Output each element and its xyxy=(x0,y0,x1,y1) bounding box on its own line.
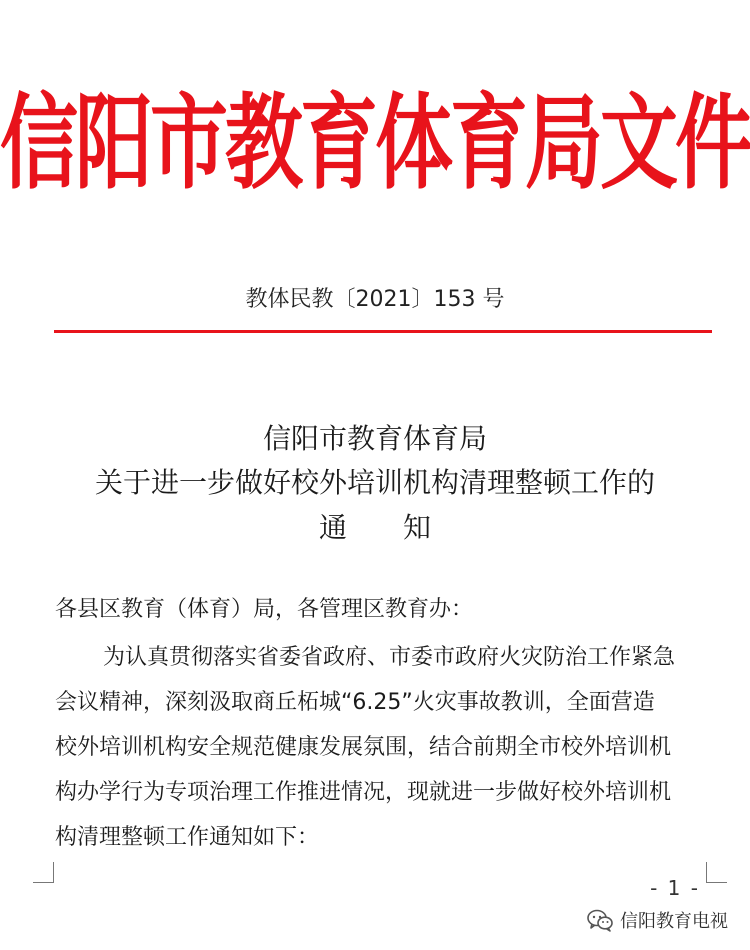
body-paragraph-line: 构清理整顿工作通知如下： xyxy=(55,825,320,850)
notice-title-char-1: 通 xyxy=(318,511,347,544)
page-corner-mark-left xyxy=(33,862,54,883)
masthead-title: 信阳市教育体育局文件 xyxy=(0,84,750,204)
wechat-icon xyxy=(586,908,614,932)
body-paragraph-line: 为认真贯彻落实省委省政府、市委市政府火灾防治工作紧急 xyxy=(103,645,676,670)
salutation: 各县区教育（体育）局，各管理区教育办： xyxy=(55,597,474,622)
notice-title-char-2: 知 xyxy=(403,511,432,544)
body-paragraph-line: 校外培训机构安全规范健康发展氛围，结合前期全市校外培训机 xyxy=(55,735,672,760)
account-watermark xyxy=(586,906,728,934)
document-number: 教体民教〔2021〕153 号 xyxy=(245,287,505,312)
notice-title-line-1: 信阳市教育体育局 xyxy=(262,422,487,455)
body-paragraph-line: 会议精神，深刻汲取商丘柘城“6.25”火灾事故教训，全面营造 xyxy=(55,690,655,715)
notice-title-line-2: 关于进一步做好校外培训机构清理整顿工作的 xyxy=(94,466,655,499)
watermark-text: 信阳教育电视 xyxy=(620,911,728,932)
notice-title-line-3 xyxy=(0,508,750,548)
red-divider-line xyxy=(54,330,712,333)
body-paragraph-line: 构办学行为专项治理工作推进情况，现就进一步做好校外培训机 xyxy=(55,780,672,805)
page-number: - 1 - xyxy=(650,876,700,900)
